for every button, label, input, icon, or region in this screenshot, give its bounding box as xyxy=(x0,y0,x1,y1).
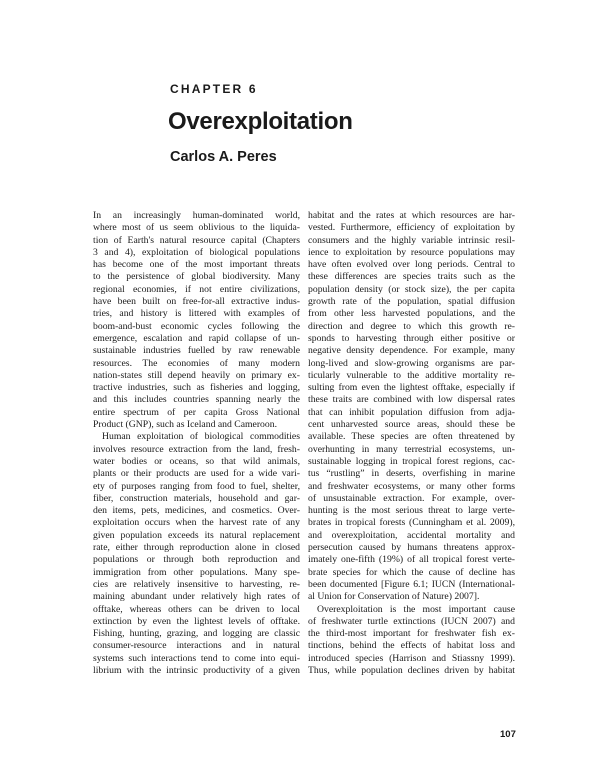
text-line: have been built on free-for-all extractive indus- xyxy=(93,296,300,308)
text-line: overhunting in many terrestrial ecosystems, un- xyxy=(308,443,515,455)
text-line: been documented [Figure 6.1; IUCN (International- xyxy=(308,578,515,590)
text-line: habitat and the rates at which resources are har- xyxy=(308,210,515,221)
text-line: exploitation occurs when the harvest rate of any xyxy=(93,517,300,529)
chapter-label: CHAPTER 6 xyxy=(170,82,258,96)
text-line: consumer-resource interactions and in natural xyxy=(93,640,300,652)
text-line: consumers and the highly variable intrinsic resil- xyxy=(308,234,515,246)
text-line: fiber, construction materials, household and gar- xyxy=(93,492,300,504)
text-line: long-lived and slow-growing organisms are par- xyxy=(308,357,515,369)
text-line: regional economies, if not entire civilizations, xyxy=(93,283,300,295)
text-line: boom-and-bust economic cycles following the xyxy=(93,320,300,332)
text-line: extinction by even the lightest levels of offtake. xyxy=(93,615,300,627)
text-line: al Union for Conservation of Nature) 2007]. xyxy=(308,591,480,603)
text-line: persecution caused by humans threatens approx- xyxy=(308,542,515,554)
text-line: plants or their products are used for a wide vari- xyxy=(93,468,300,480)
text-line: Product (GNP), such as Iceland and Cameroon. xyxy=(93,419,278,431)
text-line: sulting from even the lightest offtake, especially if xyxy=(308,382,515,394)
text-line: involves resource extraction from the land, fresh- xyxy=(93,443,300,455)
text-line: systems such interactions tend to come into equi- xyxy=(93,652,300,664)
text-column-left xyxy=(93,210,300,677)
text-column-right xyxy=(308,210,515,677)
text-line: Human exploitation of biological commodities xyxy=(102,431,300,443)
text-line: den items, pets, medicines, and cosmetics. Over- xyxy=(93,505,300,517)
text-line: where most of us seem oblivious to the liquida- xyxy=(93,222,300,234)
text-line: emergence, escalation and rapid collapse of un- xyxy=(93,332,300,344)
text-line: tinctions, behind the effects of habitat loss and xyxy=(308,640,515,652)
text-line: and this includes countries spanning nearly the xyxy=(93,394,300,406)
text-line: nation-states still depend heavily on primary ex- xyxy=(93,369,300,381)
text-line: and overexploitation, accidental mortality and xyxy=(308,529,515,541)
text-line: cies are relatively insensitive to harvesting, re- xyxy=(93,578,300,590)
text-line: 3 and 4), exploitation of biological populations xyxy=(93,246,300,258)
text-line: of freshwater turtle extinctions (IUCN 2007) and xyxy=(308,615,515,627)
text-line: entire spectrum of per capita Gross National xyxy=(93,406,300,418)
text-line: that can inhibit population diffusion from adja- xyxy=(308,406,515,418)
text-line: hunting is the most serious threat to large verte- xyxy=(308,505,515,517)
text-line: immigration from other populations. Many spe- xyxy=(93,566,300,578)
text-line: these traits are combined with low dispersal rates xyxy=(308,394,515,406)
text-line: tus “rustling” in deserts, overfishing in marine xyxy=(308,468,515,480)
text-line: of unsustainable extraction. For example, over- xyxy=(308,492,515,504)
text-line: available. These species are often threatened by xyxy=(308,431,515,443)
chapter-title: Overexploitation xyxy=(168,108,353,135)
text-line: have often evolved over long periods. Central to xyxy=(308,259,515,271)
text-line: negative density dependence. For example, many xyxy=(308,345,515,357)
text-line: brate species for which the cause of decline has xyxy=(308,566,515,578)
author-name: Carlos A. Peres xyxy=(170,149,277,165)
text-line: sponds to harvesting through either positive or xyxy=(308,332,515,344)
text-line: tractive industries, such as fisheries and logging, xyxy=(93,382,300,394)
text-line: Overexploitation is the most important cause xyxy=(317,603,515,615)
text-line: these differences are species traits such as the xyxy=(308,271,515,283)
text-line: from other less harvested populations, and the xyxy=(308,308,515,320)
text-line: resources. The economies of many modern xyxy=(93,357,300,369)
text-line: sustainable logging in tropical forest regions, cac- xyxy=(308,455,515,467)
text-line: ticularly vulnerable to the additive mortality re- xyxy=(308,369,515,381)
text-line: direction and degree to which this growth re- xyxy=(308,320,515,332)
text-line: vested. Furthermore, efficiency of exploitation by xyxy=(308,222,515,234)
text-line: has become one of the most important threats xyxy=(93,259,300,271)
text-line: sustainable industries fuelled by raw renewable xyxy=(93,345,300,357)
text-line: introduced species (Harrison and Stiassny 1999). xyxy=(308,652,515,664)
text-line: Thus, while population declines driven by habitat xyxy=(308,664,515,676)
text-line: growth rate of the population, spatial diffusion xyxy=(308,296,515,308)
text-line: In an increasingly human-dominated world, xyxy=(93,210,300,221)
text-line: ience to exploitation by resource populations may xyxy=(308,246,515,258)
text-line: populations or through both reproduction and xyxy=(93,554,300,566)
text-line: water bodies or oceans, so that wild animals, xyxy=(93,455,300,467)
text-line: to the persistence of global biodiversity. Many xyxy=(93,271,300,283)
text-line: population density (or stock size), the per capita xyxy=(308,283,515,295)
text-line: offtake, whereas others can be driven to local xyxy=(93,603,300,615)
text-line: imately one-fifth (19%) of all tropical forest verte- xyxy=(308,554,515,566)
text-line: given population exceeds its natural replacement xyxy=(93,529,300,541)
text-line: cent unharvested source areas, should these be xyxy=(308,419,515,431)
text-line: tion of Earth's natural resource capital (Chapters xyxy=(93,234,300,246)
text-line: Fishing, hunting, grazing, and logging are classic xyxy=(93,628,300,640)
text-line: tries, and history is littered with examples of xyxy=(93,308,300,320)
text-line: and freshwater ecosystems, or many other forms xyxy=(308,480,515,492)
text-line: brates in tropical forests (Cunningham et al. 2009), xyxy=(308,517,515,529)
text-line: librium with the intrinsic productivity of a given xyxy=(93,664,300,676)
text-line: maining abundant under relatively high rates of xyxy=(93,591,300,603)
page-number: 107 xyxy=(500,729,516,740)
text-line: the third-most important for freshwater fish ex- xyxy=(308,628,515,640)
text-line: ety of purposes ranging from food to fuel, shelter, xyxy=(93,480,300,492)
text-line: rate, either through reproduction alone in closed xyxy=(93,542,300,554)
